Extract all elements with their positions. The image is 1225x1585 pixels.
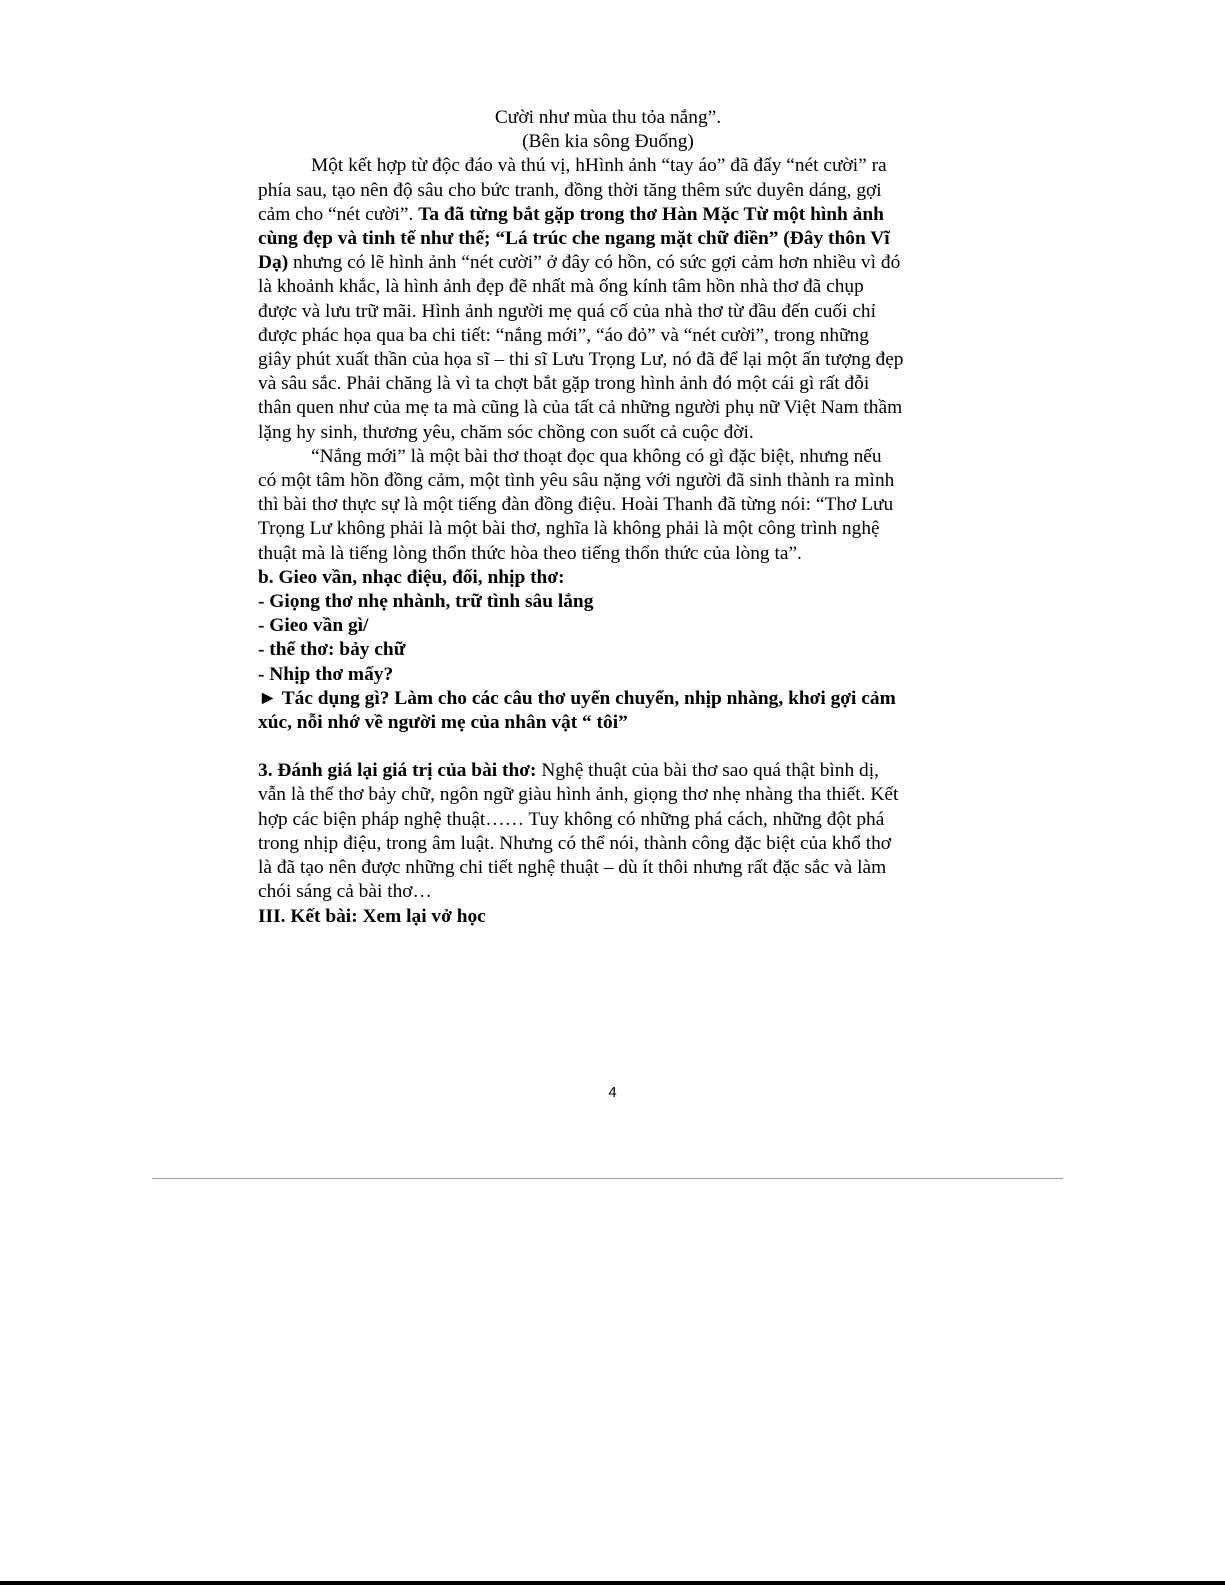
text-line: chói sáng cả bài thơ… bbox=[258, 881, 432, 903]
text-line: Trọng Lư không phải là một bài thơ, nghĩa là không phải là một công trình nghệ bbox=[258, 518, 880, 540]
page-divider bbox=[152, 1178, 1063, 1179]
text-run: nhưng có lẽ hình ảnh “nét cười” ở đây có hồn, có sức gợi cảm hơn nhiều vì đó bbox=[288, 252, 901, 274]
text-line: cùng đẹp và tinh tế như thế; “Lá trúc che ngang mặt chữ điền” (Đây thôn Vĩ bbox=[258, 228, 890, 250]
spacer bbox=[258, 735, 958, 759]
poem-source: (Bên kia sông Đuống) bbox=[522, 131, 694, 153]
text-line: được và lưu trữ mãi. Hình ảnh người mẹ quá cố của nhà thơ từ đầu đến cuối chỉ bbox=[258, 300, 877, 322]
list-item: - Nhịp thơ mấy? bbox=[258, 663, 394, 685]
text-line bbox=[258, 251, 958, 275]
text-line: có một tâm hồn đồng cảm, một tình yêu sâu nặng với người đã sinh thành ra mình bbox=[258, 470, 895, 492]
page-number: 4 bbox=[608, 1084, 617, 1101]
text-run: Nghệ thuật của bài thơ sao quá thật bình dị, bbox=[536, 760, 879, 782]
text-line: và sâu sắc. Phải chăng là vì ta chợt bắt gặp trong hình ảnh đó một cái gì rất đỗi bbox=[258, 373, 870, 395]
section-3 bbox=[258, 759, 958, 904]
section-b bbox=[258, 566, 958, 735]
effect-line: ► Tác dụng gì? Làm cho các câu thơ uyển chuyển, nhịp nhàng, khơi gợi cảm bbox=[258, 687, 896, 709]
conclusion-heading: III. Kết bài: Xem lại vở học bbox=[258, 905, 486, 927]
page-edge bbox=[0, 1581, 1225, 1585]
section-heading: b. Gieo vần, nhạc điệu, đối, nhịp thơ: bbox=[258, 566, 565, 588]
text-line: trong nhịp điệu, trong âm luật. Nhưng có thể nói, thành công đặc biệt của khổ thơ bbox=[258, 832, 892, 854]
list-item: - Giọng thơ nhẹ nhành, trữ tình sâu lắng bbox=[258, 591, 594, 613]
text-line: giây phút xuất thần của họa sĩ – thi sĩ Lưu Trọng Lư, nó đã để lại một ấn tượng đẹp bbox=[258, 349, 904, 371]
document-page bbox=[258, 106, 958, 929]
text-line: thuật mà là tiếng lòng thổn thức hòa theo tiếng thổn thức của lòng ta”. bbox=[258, 542, 802, 564]
list-item: - thể thơ: bảy chữ bbox=[258, 639, 406, 661]
text-line: vẫn là thể thơ bảy chữ, ngôn ngữ giàu hình ảnh, giọng thơ nhẹ nhàng tha thiết. Kết bbox=[258, 784, 899, 806]
text-line: “Nắng mới” là một bài thơ thoạt đọc qua không có gì đặc biệt, nhưng nếu bbox=[311, 445, 882, 467]
poem-line: Cười như mùa thu tỏa nắng”. bbox=[494, 107, 722, 128]
text-line: là khoảnh khắc, là hình ảnh đẹp đẽ nhất mà ống kính tâm hồn nhà thơ đã chụp bbox=[258, 276, 864, 298]
text-line: lặng hy sinh, thương yêu, chăm sóc chồng con suốt cả cuộc đời. bbox=[258, 421, 754, 443]
section-label: 3. Đánh giá lại giá trị của bài thơ: bbox=[258, 760, 537, 782]
text-line: được phác họa qua ba chi tiết: “nắng mới”, “áo đỏ” và “nét cười”, trong những bbox=[258, 324, 869, 346]
text-line: phía sau, tạo nên độ sâu cho bức tranh, đồng thời tăng thêm sức duyên dáng, gợi bbox=[258, 179, 882, 201]
text-line: là đã tạo nên được những chi tiết nghệ thuật – dù ít thôi nhưng rất đặc sắc và làm bbox=[258, 857, 887, 879]
text-run: cảm cho “nét cười”. bbox=[258, 203, 419, 225]
text-line: hợp các biện pháp nghệ thuật…… Tuy không có những phá cách, những đột phá bbox=[258, 808, 885, 830]
bold-text-run: Dạ) bbox=[258, 252, 289, 274]
text-line: thì bài thơ thực sự là một tiếng đàn đồng điệu. Hoài Thanh đã từng nói: “Thơ Lưu bbox=[258, 494, 894, 516]
text-line bbox=[258, 203, 958, 227]
list-item: - Gieo vần gì/ bbox=[258, 615, 369, 637]
bold-text-run: Ta đã từng bắt gặp trong thơ Hàn Mặc Từ một hình ảnh bbox=[418, 203, 884, 225]
paragraph-evaluation bbox=[258, 445, 958, 566]
text-line: thân quen như của mẹ ta mà cũng là của tất cả những người phụ nữ Việt Nam thầm bbox=[258, 397, 903, 419]
paragraph-analysis bbox=[258, 154, 958, 444]
text-line bbox=[258, 759, 958, 783]
effect-line: xúc, nỗi nhớ về người mẹ của nhân vật “ tôi” bbox=[258, 712, 628, 734]
text-line: Một kết hợp từ độc đáo và thú vị, hHình ảnh “tay áo” đã đẩy “nét cười” ra bbox=[311, 155, 887, 177]
